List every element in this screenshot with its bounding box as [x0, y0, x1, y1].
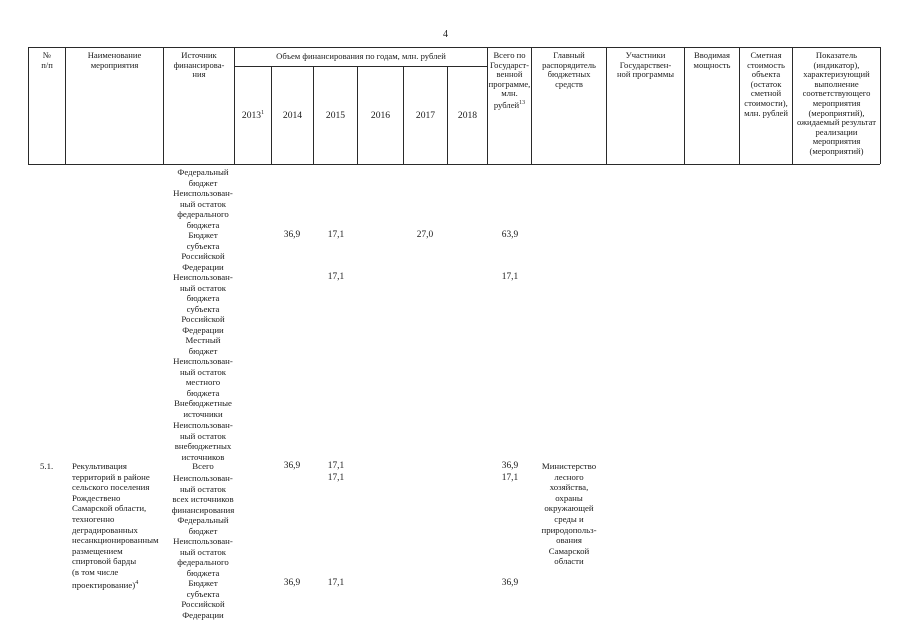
header-cost: Сметная стоимость объекта (остаток сметной стоимости), млн. рублей [744, 50, 788, 118]
item-funding-row-source: Федеральный бюджет [177, 515, 229, 536]
item-funding-row-source: Неиспользован- ный остаток всех источников финансирования [171, 473, 235, 515]
item-funding-row-value-y2015: 17,1 [327, 473, 345, 483]
item-funding-row-value-total: 17,1 [501, 473, 519, 483]
item-funding-row-source: Всего [192, 461, 214, 471]
header-year-2014: 2014 [282, 110, 303, 121]
item-number: 5.1. [40, 461, 54, 471]
funding-row-value-y2015: 17,1 [327, 272, 345, 282]
page-number: 4 [443, 29, 448, 40]
header-year-2017: 2017 [415, 110, 436, 121]
item-funding-row-value-total: 36,9 [501, 461, 519, 471]
funding-row-value-total: 63,9 [501, 230, 519, 240]
funding-row-source: Бюджет субъекта Российской Федерации [181, 230, 225, 272]
item-funding-row-value-y2014: 36,9 [283, 461, 301, 471]
funding-row-value-y2015: 17,1 [327, 230, 345, 240]
funding-row-source: Неиспользован- ный остаток бюджета субъекта Российской Федерации [173, 272, 233, 335]
header-year-2013: 2013$^1$ [241, 110, 265, 122]
item-funding-row-value-total: 36,9 [501, 578, 519, 588]
funding-row-source: Федеральный бюджет [177, 167, 229, 188]
header-name: Наименование мероприятия [87, 50, 142, 70]
funding-row-value-y2017: 27,0 [416, 230, 434, 240]
header-total: Всего по Государст- венной программе, млн. рублей$^{13}$ [488, 50, 531, 110]
header-year-2016: 2016 [370, 110, 391, 121]
header-capacity: Вводимая мощность [693, 50, 731, 70]
funding-row-value-y2014: 36,9 [283, 230, 301, 240]
funding-row-source: Неиспользован- ный остаток федерального бюджета [173, 188, 233, 230]
item-manager: Министерство лесного хозяйства, охраны окружающей среды и природопольз- ования Самарской области [541, 461, 597, 567]
header-participants: Участники Государствен- ной программы [616, 50, 675, 80]
item-funding-row-value-y2014: 36,9 [283, 578, 301, 588]
item-funding-row-value-y2015: 17,1 [327, 461, 345, 471]
header-indicator: Показатель (индикатор), характеризующий выполнение соответствующего мероприятия (мероприятий), ожидаемый результат реализации мероприятия (мероприятий) [796, 50, 877, 156]
header-year-2015: 2015 [325, 110, 346, 121]
header-manager: Главный распорядитель бюджетных средств [542, 50, 596, 89]
header-year-2018: 2018 [457, 110, 478, 121]
item-funding-row-source: Бюджет субъекта Российской Федерации [181, 578, 225, 620]
funding-row-source: Неиспользован- ный остаток внебюджетных источников [173, 420, 233, 462]
item-funding-row-value-y2015: 17,1 [327, 578, 345, 588]
item-name: Рекультивация территорий в районе сельского поселения Рождествено Самарской области, техногенно деградированных несанкционированным размещением спиртовой барды (в том числе проектирование)$^4$ [72, 461, 159, 590]
header-source: Источник финансирова- ния [173, 50, 225, 80]
funding-row-value-total: 17,1 [501, 272, 519, 282]
funding-row-source: Неиспользован- ный остаток местного бюджета [173, 356, 233, 398]
item-funding-row-source: Неиспользован- ный остаток федерального бюджета [173, 536, 233, 578]
header-volume: Объем финансирования по годам, млн. рублей [276, 51, 446, 61]
funding-row-source: Местный бюджет [185, 335, 221, 356]
header-no: № п/п [41, 50, 53, 70]
funding-row-source: Внебюджетные источники [174, 398, 232, 419]
